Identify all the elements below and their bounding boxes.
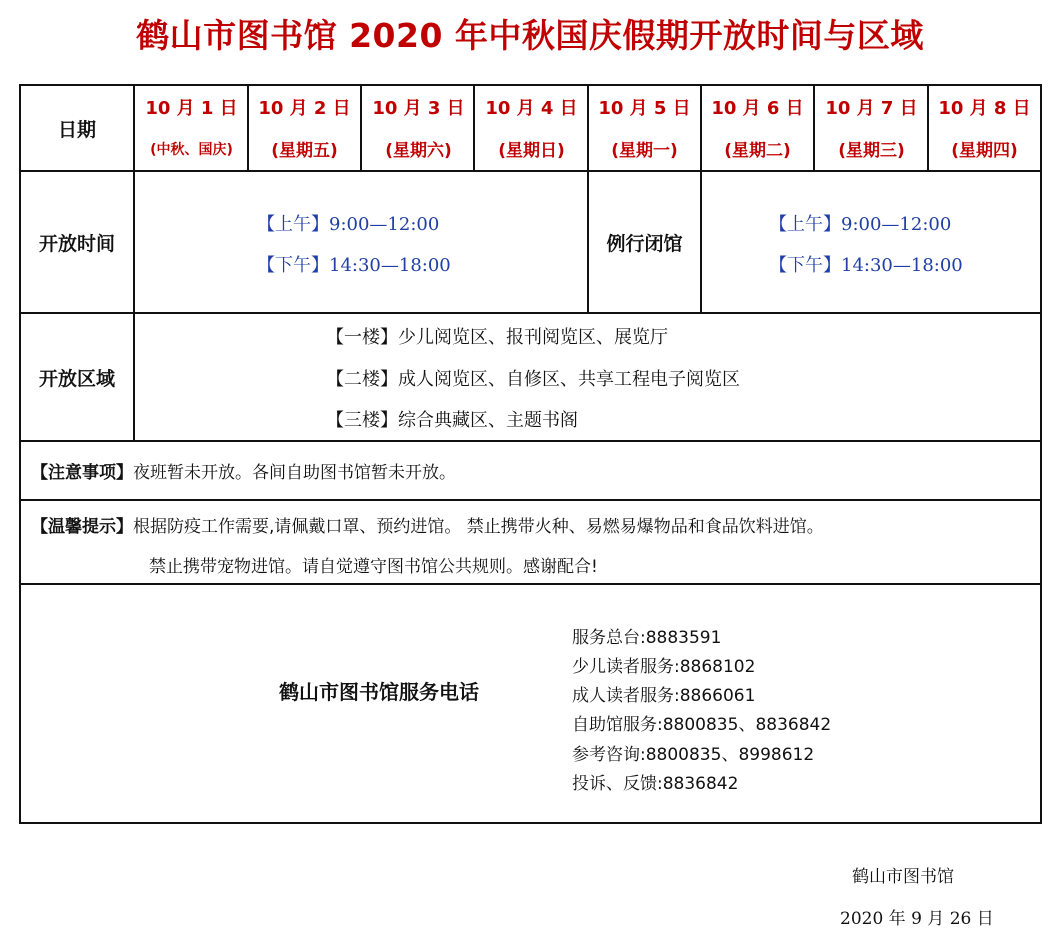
tips-line-1: 根据防疫工作需要,请佩戴口罩、预约进馆。 禁止携带火种、易燃易爆物品和食品饮料进馆。: [133, 517, 824, 537]
afternoon-hours-oct6-8: 【下午】14:30—18:00: [769, 255, 963, 276]
morning-hours-oct1-4: 【上午】9:00—12:00: [257, 214, 440, 235]
service-line: 参考咨询:8800835、8998612: [572, 745, 815, 765]
signature-date: 2020 年 9 月 26 日: [840, 909, 994, 929]
date-cell: 10 月 4 日 (星期日): [485, 98, 578, 161]
signature-org: 鹤山市图书馆: [852, 867, 954, 887]
date-cell: 10 月 8 日 (星期四): [938, 98, 1031, 161]
date-cell: 10 月 3 日 (星期六): [372, 98, 465, 161]
tips-line-2: 禁止携带宠物进馆。请自觉遵守图书馆公共规则。感谢配合!: [149, 557, 598, 577]
tips: [31, 512, 824, 537]
service-line: 成人读者服务:8866061: [572, 686, 756, 706]
notice-label: 【注意事项】: [31, 463, 133, 483]
date-cell: 10 月 6 日 (星期二): [711, 98, 804, 161]
date-cell: 10 月 7 日 (星期三): [825, 98, 918, 161]
notice-text: 夜班暂未开放。各间自助图书馆暂未开放。: [133, 463, 456, 483]
service-phone-heading: 鹤山市图书馆服务电话: [279, 680, 479, 704]
open-area-header: 开放区域: [38, 367, 115, 390]
date-cell: 10 月 5 日 (星期一): [598, 98, 691, 161]
zone-floor-2: 【二楼】成人阅览区、自修区、共享工程电子阅览区: [326, 369, 740, 390]
zone-floor-3: 【三楼】综合典藏区、主题书阁: [326, 410, 578, 431]
notice: [31, 458, 456, 483]
date-cell: 10 月 1 日 (中秋、国庆): [145, 98, 238, 158]
date-header: 日期: [57, 118, 96, 141]
page-title: 鹤山市图书馆 2020 年中秋国庆假期开放时间与区域: [136, 16, 924, 55]
tips-label: 【温馨提示】: [31, 517, 133, 537]
schedule-table: [19, 84, 1042, 824]
service-line: 少儿读者服务:8868102: [572, 657, 756, 677]
morning-hours-oct6-8: 【上午】9:00—12:00: [769, 214, 952, 235]
service-line: 服务总台:8883591: [572, 628, 722, 648]
date-cell: 10 月 2 日 (星期五): [258, 98, 351, 161]
open-time-header: 开放时间: [38, 232, 115, 255]
service-line: 自助馆服务:8800835、8836842: [572, 715, 832, 735]
afternoon-hours-oct1-4: 【下午】14:30—18:00: [257, 255, 451, 276]
service-line: 投诉、反馈:8836842: [572, 774, 739, 794]
zone-floor-1: 【一楼】少儿阅览区、报刊阅览区、展览厅: [326, 327, 668, 348]
closed-day-label: 例行闭馆: [606, 232, 683, 255]
